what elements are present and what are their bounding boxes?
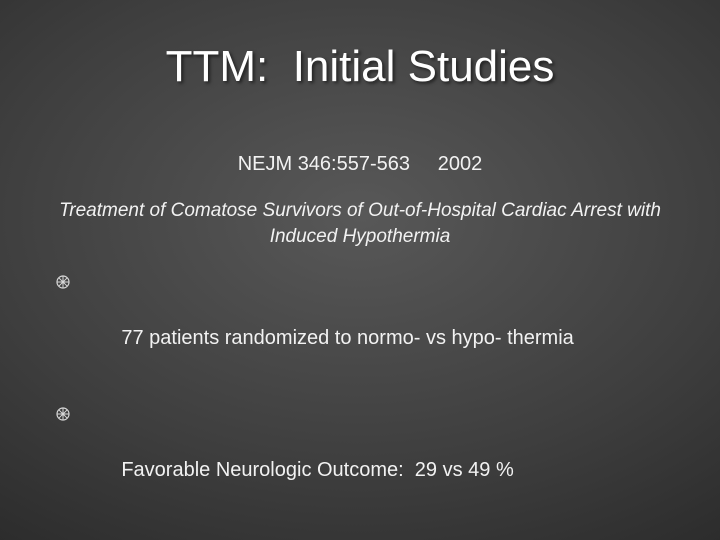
wheel-bullet-icon [56,407,70,421]
slide-title: TTM: Initial Studies [165,42,555,91]
study-title: Treatment of Comatose Survivors of Out-of-Hospital Cardiac Arrest with Induced Hypothermia [59,200,661,247]
bullet-text: Favorable Neurologic Outcome: 29 vs 49 % [121,459,514,481]
bullet-item [56,268,696,380]
bullet-item [56,400,696,512]
bullet-list [56,268,696,532]
wheel-bullet-icon [56,275,70,289]
citation: NEJM 346:557-563 2002 [237,153,483,175]
bullet-text: 77 patients randomized to normo- vs hypo- thermia [121,327,574,349]
